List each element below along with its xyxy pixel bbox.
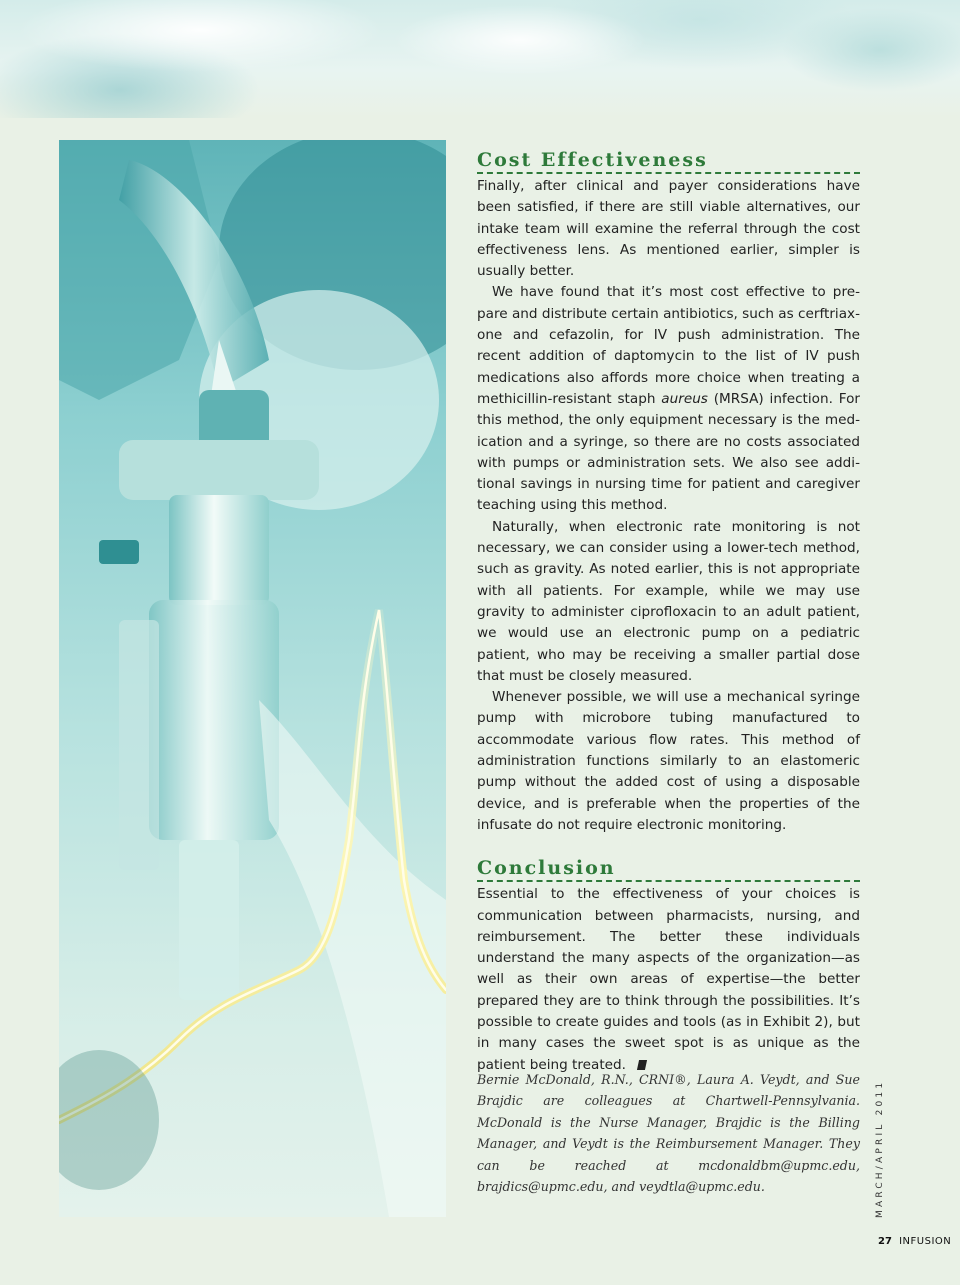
paragraph: Finally, after clinical and payer considerations have been satisfied, if there are still viable alternatives, our intake team will examine the referral through the cost effectiveness lens. As mentioned earlier, simpler is usually better. — [477, 178, 860, 280]
issue-date: MARCH/APRIL 2011 — [875, 1079, 885, 1218]
page-footer — [878, 1236, 951, 1247]
paragraph: We have found that it’s most cost effective to prepare and distribute certain antibiotics, such as cerftriaxone and cefazolin, for IV push administration. The recent addition of daptomycin to the list of IV push medications also affords more choice when treating a methicillin-resistant staph aureus (MRSA) infection. For this method, the only equipment necessary is the medication and a syringe, so there are no costs associated with pumps or administration sets. We also see additional savings in nursing time for patient and caregiver teaching using this method. — [477, 284, 860, 514]
iv-drip-photo — [59, 140, 446, 1217]
paragraph: Naturally, when electronic rate monitoring is not necessary, we can consider using a lower-tech method, such as gravity. As noted earlier, this is not appropriate with all patients. For example, while we may use gravity to administer ciprofloxacin to an adult patient, we would use an electronic pump on a pediatric patient, who may be receiving a smaller partial dose that must be closely measured. — [477, 518, 860, 684]
iv-drip-illustration — [59, 140, 446, 1217]
magazine-logo: INFUSION — [899, 1236, 952, 1247]
top-banner-image — [0, 0, 960, 118]
section-heading-conclusion: Conclusion — [477, 856, 860, 882]
article-body — [477, 148, 860, 1076]
paragraph: Whenever possible, we will use a mechanical syringe pump with microbore tubing manufactured to accommodate various flow rates. This method of administration functions similarly to an elastomeric pump without the added cost of using a disposable device, and is preferable when the properties of the infusate do not require electronic monitoring. — [477, 689, 860, 833]
section-heading-cost-effectiveness: Cost Effectiveness — [477, 148, 860, 174]
paragraph: Essential to the effectiveness of your choices is communication between pharmacists, nursing, and reimbursement. The better these individuals understand the many aspects of the organization—as well as their own areas of expertise—the better prepared they are to think through the possibilities. It’s possible to create guides and tools (as in Exhibit 2), but in many cases the sweet spot is as unique as the patient being treated. — [477, 886, 860, 1073]
page-number: 27 — [878, 1236, 892, 1247]
author-bio: Bernie McDonald, R.N., CRNI®, Laura A. Veydt, and Sue Brajdic are colleagues at Chartwell-Pennsylvania. McDonald is the Nurse Manager, Brajdic is the Billing Manager, and Veydt is the Reimbursement Manager. They can be reached at mcdonaldbm@upmc.edu, brajdics@upmc.edu, and veydtla@upmc.edu. — [477, 1072, 860, 1195]
